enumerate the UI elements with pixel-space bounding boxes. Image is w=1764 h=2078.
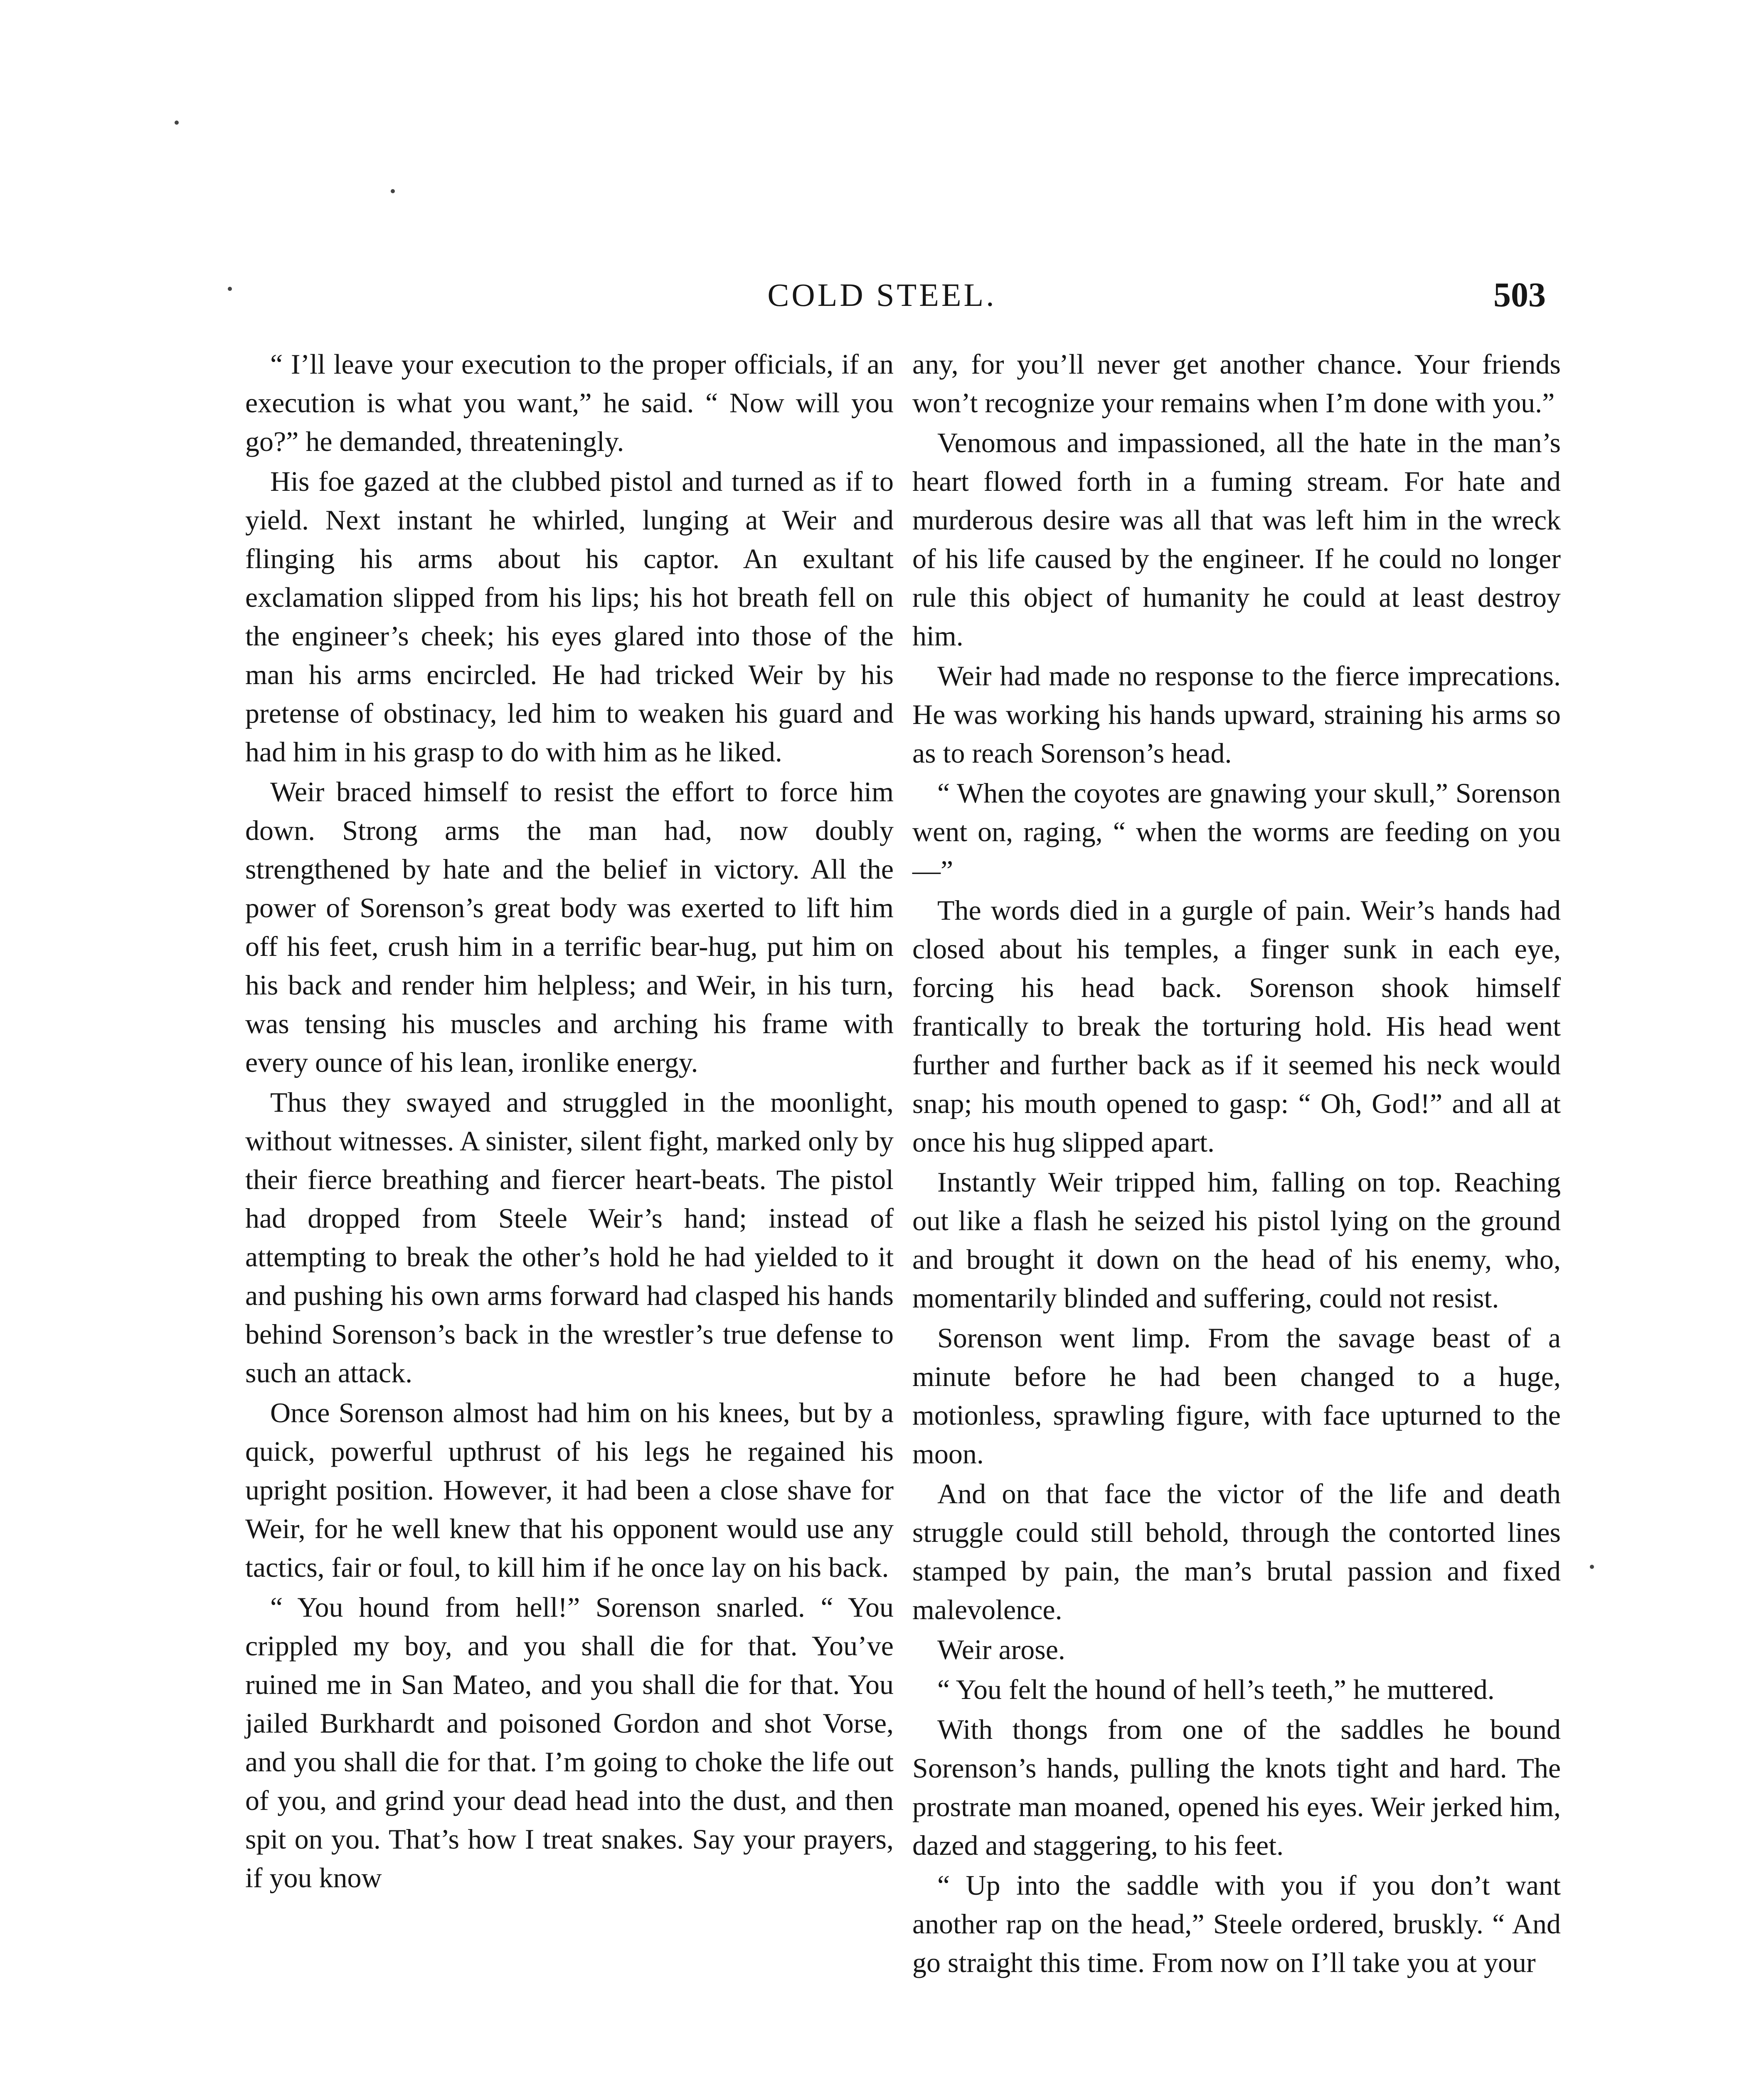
left-text-column (245, 345, 894, 1898)
paragraph: “ You hound from hell!” Sorenson snarled. “ You crippled my boy, and you shall die for that. You’ve ruined me in San Mateo, and you shall die for that. You jailed Burkhardt and poisoned Gordon and shot Vorse, and you shall die for that. I’m going to choke the life out of you, and grind your dead head into the dust, and then spit on you. That’s how I treat snakes. Say your prayers, if you know (245, 1591, 894, 1893)
paragraph: Weir braced himself to resist the effort to force him down. Strong arms the man had, now doubly strengthened by hate and the belief in victory. All the power of Sorenson’s great body was exerted to lift him off his feet, crush him in a terrific bear-hug, put him on his back and render him helpless; and Weir, in his turn, was tensing his muscles and arching his frame with every ounce of his lean, ironlike energy. (245, 776, 894, 1078)
paragraph: Weir arose. (937, 1634, 1065, 1665)
paragraph: His foe gazed at the clubbed pistol and turned as if to yield. Next instant he whirled, lunging at Weir and flinging his arms about his captor. An exultant exclamation slipped from his lips; his hot breath fell on the engineer’s cheek; his eyes glared into those of the man his arms encircled. He had tricked Weir by his pretense of obstinacy, led him to weaken his guard and had him in his grasp to do with him as he liked. (245, 465, 894, 768)
paragraph: Sorenson went limp. From the savage beast of a minute before he had been changed to a huge, motionless, sprawling figure, with face upturned to the moon. (912, 1322, 1561, 1470)
print-speck (175, 121, 179, 125)
paragraph: The words died in a gurgle of pain. Weir’s hands had closed about his temples, a finger sunk in each eye, forcing his head back. Sorenson shook himself frantically to break the torturing hold. His head went further and further back as if it seemed his neck would snap; his mouth opened to gasp: “ Oh, God!” and all at once his hug slipped apart. (912, 894, 1561, 1158)
running-title: COLD STEEL. (767, 277, 997, 313)
paragraph: Venomous and impassioned, all the hate in the man’s heart flowed forth in a fuming stream. For hate and murderous desire was all that was left him in the wreck of his life caused by the engineer. If he could no longer rule this object of humanity he could at least destroy him. (912, 427, 1561, 652)
paragraph: “ When the coyotes are gnawing your skull,” Sorenson went on, raging, “ when the worms are feeding on you—” (912, 777, 1561, 886)
paragraph: “ I’ll leave your execution to the proper officials, if an execution is what you want,” he said. “ Now will you go?” he demanded, threateningly. (245, 348, 894, 457)
paragraph: Thus they swayed and struggled in the moonlight, without witnesses. A sinister, silent fight, marked only by their fierce breathing and fiercer heart-beats. The pistol had dropped from Steele Weir’s hand; instead of attempting to break the other’s hold he had yielded to it and pushing his own arms forward had clasped his hands behind Sorenson’s back in the wrestler’s true defense to such an attack. (245, 1086, 894, 1389)
paragraph: Weir had made no response to the fierce imprecations. He was working his hands upward, straining his arms so as to reach Sorenson’s head. (912, 660, 1561, 769)
paragraph: And on that face the victor of the life and death struggle could still behold, through the contorted lines stamped by pain, the man’s brutal passion and fixed malevolence. (912, 1478, 1561, 1625)
paragraph: Instantly Weir tripped him, falling on top. Reaching out like a flash he seized his pistol lying on the ground and brought it down on the head of his enemy, who, momentarily blinded and suffering, could not resist. (912, 1166, 1561, 1314)
paragraph: “ Up into the saddle with you if you don’t want another rap on the head,” Steele ordered, bruskly. “ And go straight this time. From now on I’ll take you at your (912, 1869, 1561, 1978)
page-header (0, 272, 1764, 318)
right-text-column (912, 345, 1561, 1983)
print-speck (228, 287, 232, 291)
paragraph: With thongs from one of the saddles he bound Sorenson’s hands, pulling the knots tight and hard. The prostrate man moaned, opened his eyes. Weir jerked him, dazed and staggering, to his feet. (912, 1714, 1561, 1861)
paragraph: any, for you’ll never get another chance. Your friends won’t recognize your remains when I’m done with you.” (912, 348, 1561, 419)
print-speck (391, 189, 395, 193)
print-speck (1590, 1565, 1594, 1569)
page-number: 503 (1493, 276, 1546, 314)
paragraph: Once Sorenson almost had him on his knees, but by a quick, powerful upthrust of his legs he regained his upright position. However, it had been a close shave for Weir, for he well knew that his opponent would use any tactics, fair or foul, to kill him if he once lay on his back. (245, 1397, 894, 1583)
paragraph: “ You felt the hound of hell’s teeth,” he muttered. (937, 1674, 1495, 1705)
